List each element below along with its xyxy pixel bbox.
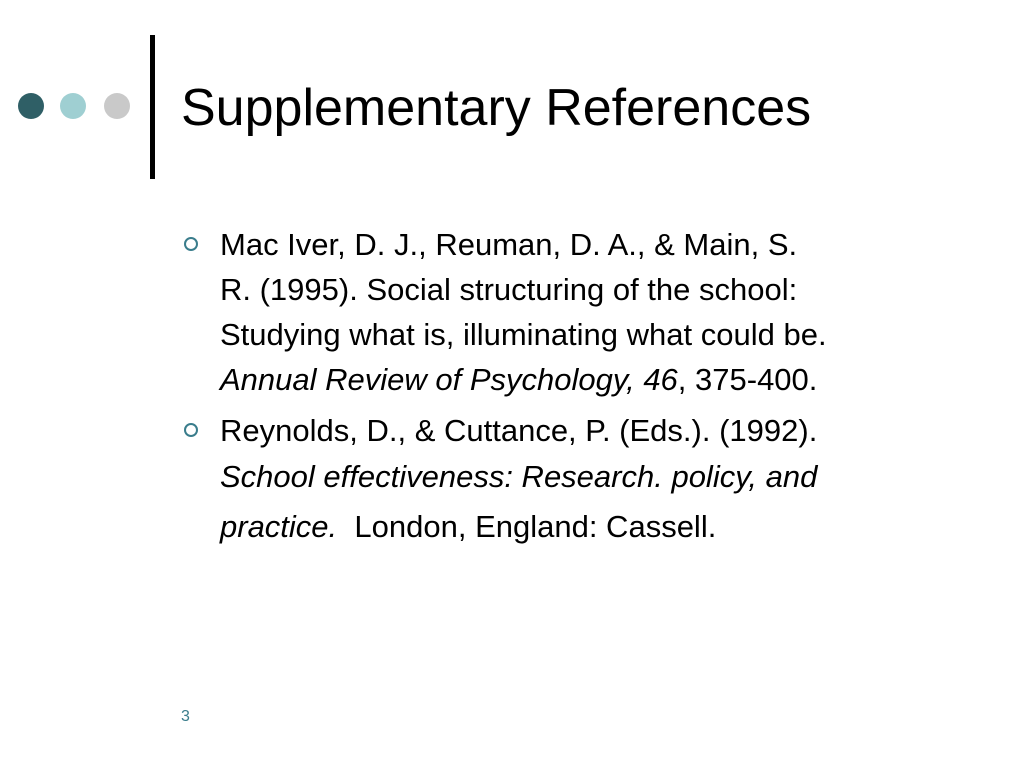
bullet-ring-icon [184,237,198,251]
bullet-ring-icon [184,423,198,437]
reference-title-cont: Studying what is, illuminating what could be. [220,317,827,352]
reference-text [220,227,827,397]
reference-item [184,408,964,550]
reference-publisher: London, England: Cassell. [337,509,717,544]
reference-item [184,222,964,402]
reference-authors: Mac Iver, D. J., Reuman, D. A., & Main, S. [220,227,798,262]
decorative-dots [14,93,134,123]
dot-light-teal [60,93,86,119]
reference-list [184,222,964,556]
reference-authors: Reynolds, D., & Cuttance, P. (Eds.). (1992). [220,413,818,448]
reference-pages: , 375-400. [677,362,818,397]
reference-book-title-cont: practice. [220,509,338,544]
reference-book-title: School effectiveness: Research. policy, and [220,459,818,494]
slide-number: 3 [181,708,190,725]
reference-text [220,413,817,544]
slide-title: Supplementary References [181,79,812,137]
reference-year-title: R. (1995). Social structuring of the school: [220,272,798,307]
dot-gray [104,93,130,119]
dot-dark-teal [18,93,44,119]
title-divider [150,35,155,179]
reference-journal: Annual Review of Psychology, 46 [220,362,678,397]
